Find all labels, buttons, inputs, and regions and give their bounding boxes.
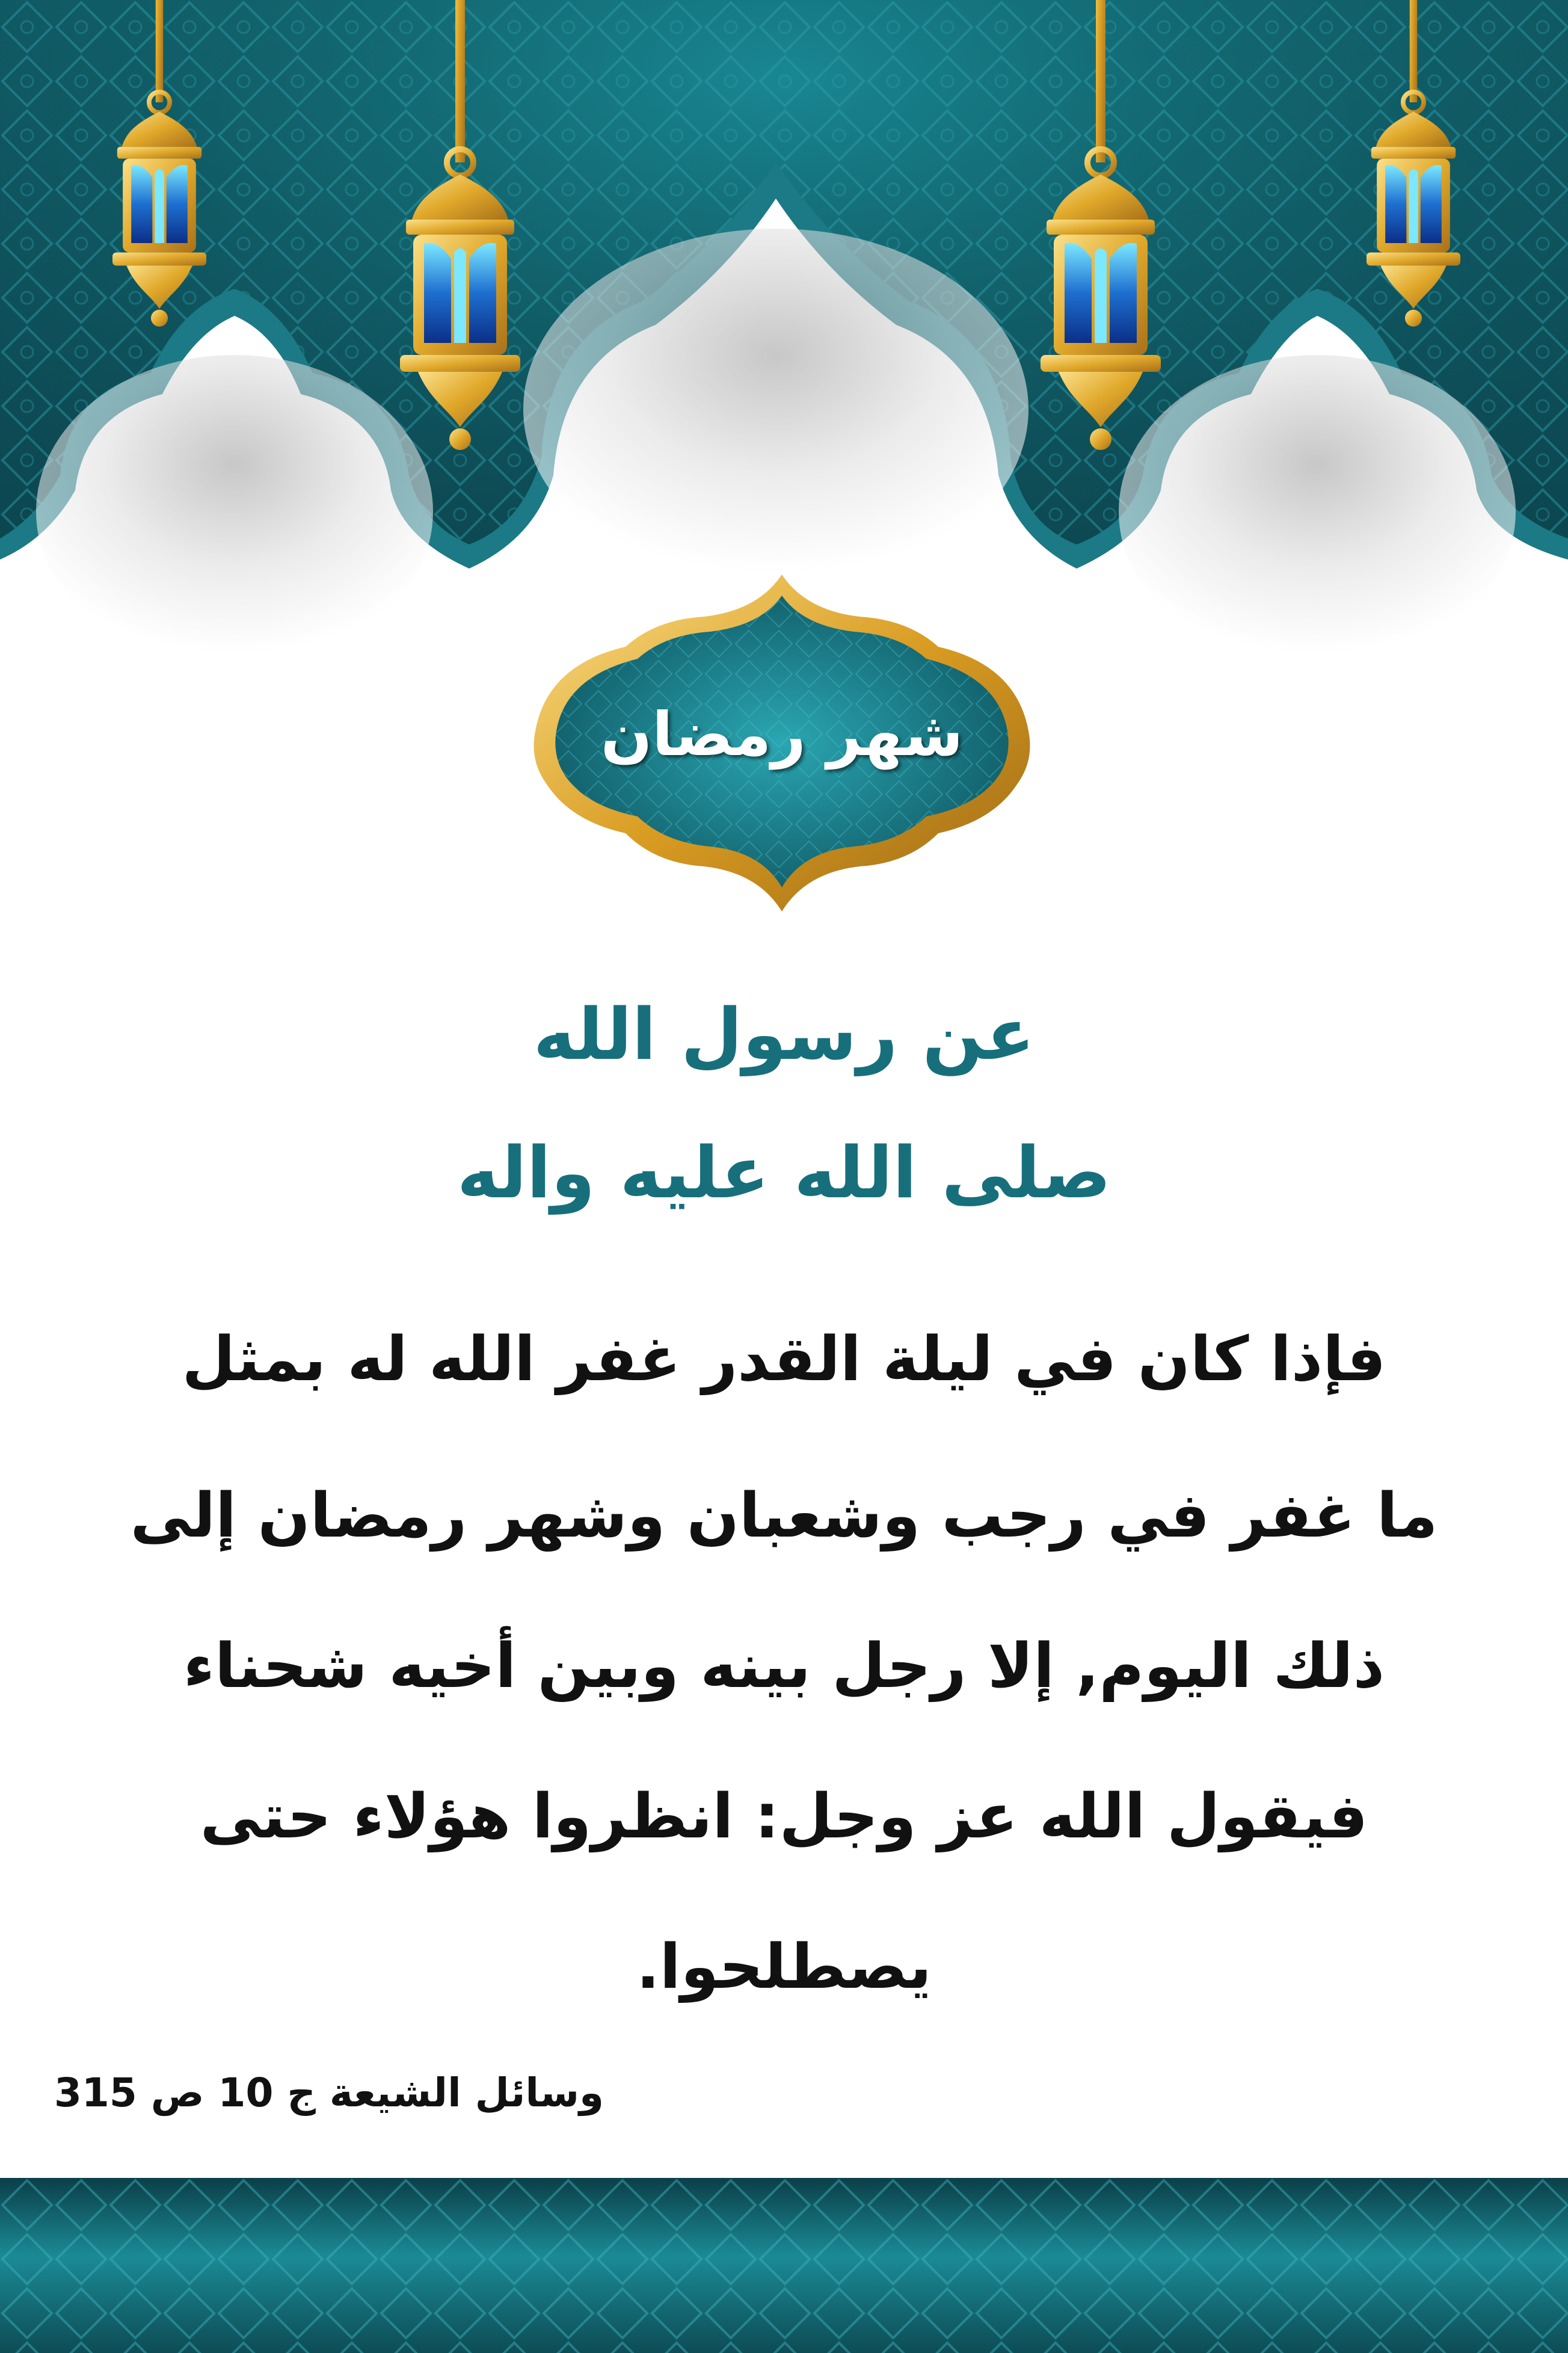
hadith-line: فيقول الله عز وجل: انظروا هؤلاء حتى xyxy=(200,1781,1368,1852)
hadith-line: فإذا كان في ليلة القدر غفر الله له بمثل xyxy=(182,1324,1386,1395)
hadith-line: يصطلحوا. xyxy=(636,1931,932,2003)
hadith-line: ذلك اليوم, إلا رجل بينه وبين أخيه شحناء xyxy=(183,1630,1385,1702)
attribution-line-2: صلى الله عليه واله xyxy=(457,1131,1111,1214)
hadith-line: ما غفر في رجب وشعبان وشهر رمضان إلى xyxy=(130,1480,1438,1552)
attribution-line-1: عن رسول الله xyxy=(533,993,1035,1076)
footer-band xyxy=(0,2178,1568,2353)
source-citation: وسائل الشيعة ج 10 ص 315 xyxy=(54,2070,604,2116)
badge-title: شهر رمضان xyxy=(600,698,964,769)
